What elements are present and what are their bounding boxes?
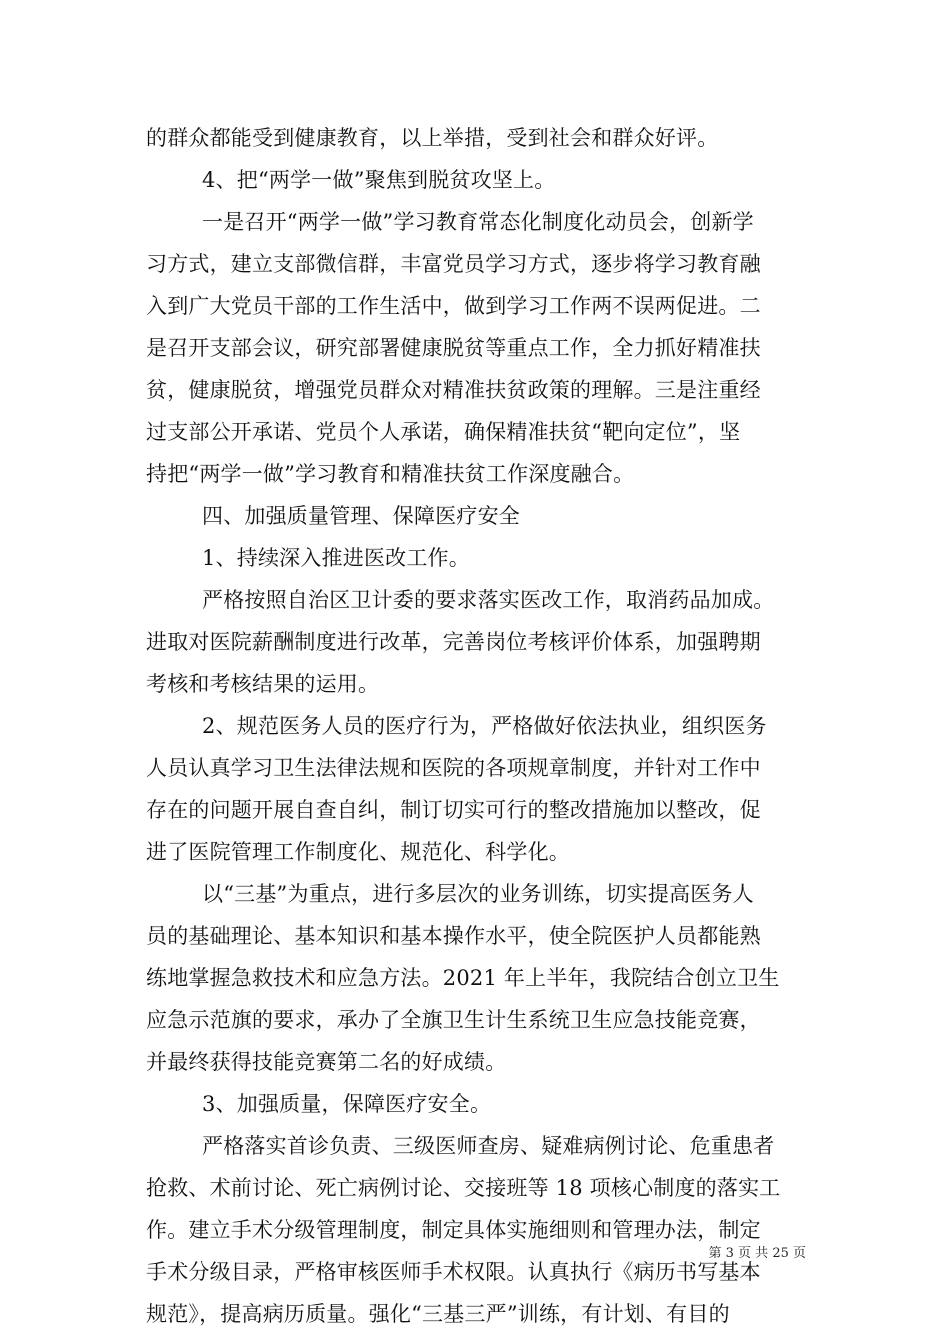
text-line: 并最终获得技能竞赛第二名的好成绩。 bbox=[146, 1050, 507, 1074]
subsection-heading: 1、持续深入推进医改工作。 bbox=[202, 546, 470, 570]
text-line: 进取对医院薪酬制度进行改革，完善岗位考核评价体系，加强聘期 bbox=[146, 630, 761, 654]
text-line: 入到广大党员干部的工作生活中，做到学习工作两不误两促进。二 bbox=[146, 294, 761, 318]
page-number: 第 3 页 共 25 页 bbox=[708, 1246, 806, 1261]
text-line: 练地掌握急救技术和应急方法。2021 年上半年，我院结合创立卫生 bbox=[146, 966, 780, 990]
text-line: 人员认真学习卫生法律法规和医院的各项规章制度，并针对工作中 bbox=[146, 756, 761, 780]
document-body bbox=[146, 117, 810, 1335]
text-line: 持把“两学一做”学习教育和精准扶贫工作深度融合。 bbox=[146, 462, 635, 486]
subsection-heading: 3、加强质量，保障医疗安全。 bbox=[202, 1092, 492, 1116]
text-line: 进了医院管理工作制度化、规范化、科学化。 bbox=[146, 840, 570, 864]
section-heading: 四、加强质量管理、保障医疗安全 bbox=[202, 504, 520, 528]
text-line: 手术分级目录，严格审核医师手术权限。认真执行《病历书写基本 bbox=[146, 1260, 761, 1284]
text-line: 过支部公开承诺、党员个人承诺，确保精准扶贫“靶向定位”，坚 bbox=[146, 420, 741, 444]
text-line: 以“三基”为重点，进行多层次的业务训练，切实提高医务人 bbox=[202, 882, 754, 906]
text-line: 抢救、术前讨论、死亡病例讨论、交接班等 18 项核心制度的落实工 bbox=[146, 1176, 781, 1200]
text-line: 4、把“两学一做”聚焦到脱贫攻坚上。 bbox=[202, 168, 556, 192]
text-line: 严格落实首诊负责、三级医师查房、疑难病例讨论、危重患者 bbox=[202, 1134, 775, 1158]
text-line: 的群众都能受到健康教育，以上举措，受到社会和群众好评。 bbox=[146, 126, 719, 150]
text-line: 考核和考核结果的运用。 bbox=[146, 672, 380, 696]
text-line: 规范》，提高病历质量。强化“三基三严”训练，有计划、有目的 bbox=[146, 1302, 730, 1326]
text-line: 一是召开“两学一做”学习教育常态化制度化动员会，创新学 bbox=[202, 210, 754, 234]
text-line: 存在的问题开展自查自纠，制订切实可行的整改措施加以整改，促 bbox=[146, 798, 761, 822]
text-line: 贫，健康脱贫，增强党员群众对精准扶贫政策的理解。三是注重经 bbox=[146, 378, 761, 402]
text-line: 员的基础理论、基本知识和基本操作水平，使全院医护人员都能熟 bbox=[146, 924, 761, 948]
text-line: 作。建立手术分级管理制度，制定具体实施细则和管理办法，制定 bbox=[146, 1218, 761, 1242]
text-line: 习方式，建立支部微信群，丰富党员学习方式，逐步将学习教育融 bbox=[146, 252, 761, 276]
text-line: 严格按照自治区卫计委的要求落实医改工作，取消药品加成。 bbox=[202, 588, 775, 612]
text-line: 是召开支部会议，研究部署健康脱贫等重点工作，全力抓好精准扶 bbox=[146, 336, 761, 360]
text-line: 2、规范医务人员的医疗行为，严格做好依法执业，组织医务 bbox=[202, 714, 767, 738]
text-line: 应急示范旗的要求，承办了全旗卫生计生系统卫生应急技能竞赛， bbox=[146, 1008, 761, 1032]
